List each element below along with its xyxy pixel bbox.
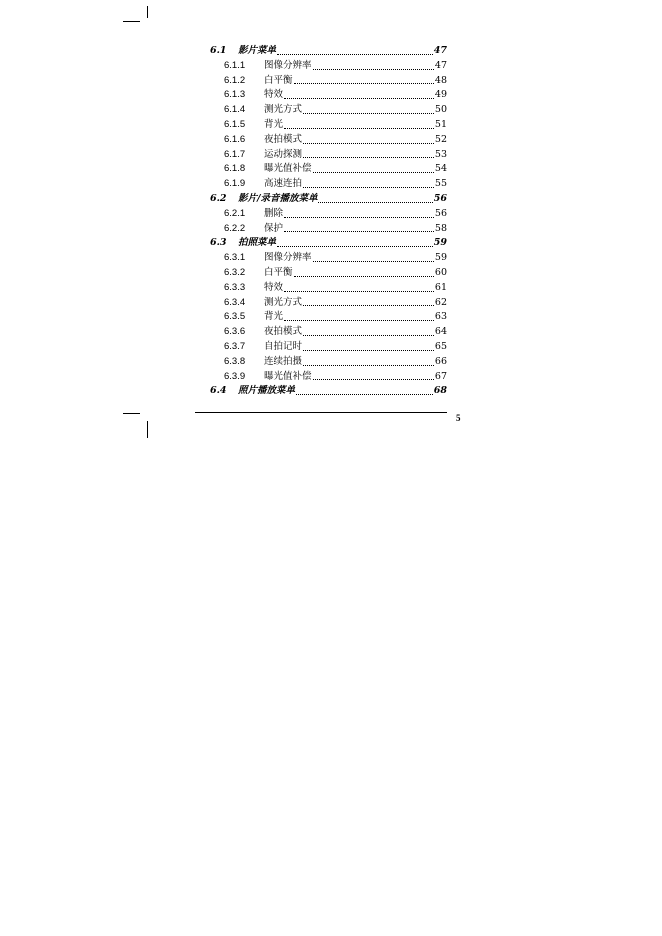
toc-dot-leader — [284, 128, 434, 129]
toc-subsection-entry[interactable] — [210, 59, 447, 74]
toc-entry-title: 夜拍模式 — [264, 133, 303, 145]
toc-subsection-entry[interactable] — [210, 251, 447, 266]
toc-entry-page: 64 — [434, 326, 447, 338]
toc-entry-number: 6.3.7 — [224, 340, 246, 352]
toc-entry-title: 照片播放菜单 — [238, 385, 296, 397]
toc-entry-title: 白平衡 — [264, 266, 293, 278]
toc-entry-page: 63 — [434, 311, 447, 323]
toc-entry-title: 特效 — [264, 89, 284, 101]
toc-dot-leader — [303, 305, 434, 306]
toc-dot-leader — [313, 261, 434, 262]
toc-entry-page: 59 — [433, 237, 447, 249]
toc-dot-leader — [313, 172, 434, 173]
table-of-contents — [210, 44, 447, 399]
toc-entry-number: 6.2.1 — [224, 207, 246, 219]
toc-entry-number: 6.2.2 — [224, 222, 246, 234]
toc-subsection-entry[interactable] — [210, 118, 447, 133]
toc-dot-leader — [303, 335, 434, 336]
toc-dot-leader — [318, 202, 432, 203]
toc-entry-title: 曝光值补偿 — [264, 370, 312, 382]
toc-subsection-entry[interactable] — [210, 162, 447, 177]
toc-dot-leader — [284, 291, 434, 292]
toc-entry-number: 6.3 — [210, 237, 227, 249]
toc-entry-title: 自拍记时 — [264, 340, 303, 352]
toc-entry-title: 图像分辨率 — [264, 59, 312, 71]
toc-subsection-entry[interactable] — [210, 222, 447, 237]
toc-entry-title: 背光 — [264, 311, 284, 323]
toc-subsection-entry[interactable] — [210, 370, 447, 385]
toc-entry-page: 66 — [434, 355, 447, 367]
toc-entry-page: 47 — [434, 59, 447, 71]
toc-dot-leader — [313, 69, 434, 70]
toc-subsection-entry[interactable] — [210, 310, 447, 325]
footer-rule — [195, 412, 447, 413]
toc-entry-title: 图像分辨率 — [264, 252, 312, 264]
toc-entry-number: 6.3.5 — [224, 311, 246, 323]
toc-entry-page: 55 — [434, 178, 447, 190]
toc-entry-page: 59 — [434, 252, 447, 264]
toc-subsection-entry[interactable] — [210, 88, 447, 103]
toc-entry-number: 6.1.9 — [224, 178, 246, 190]
toc-subsection-entry[interactable] — [210, 177, 447, 192]
toc-entry-number: 6.1.2 — [224, 74, 246, 86]
toc-section-entry[interactable] — [210, 236, 447, 251]
toc-subsection-entry[interactable] — [210, 148, 447, 163]
toc-dot-leader — [294, 83, 434, 84]
toc-entry-number: 6.1.4 — [224, 104, 246, 116]
crop-mark-bottom-vertical — [147, 421, 148, 438]
toc-entry-page: 47 — [433, 45, 447, 56]
toc-entry-page: 49 — [434, 89, 447, 101]
toc-subsection-entry[interactable] — [210, 103, 447, 118]
toc-entry-page: 54 — [434, 163, 447, 175]
toc-entry-number: 6.1.5 — [224, 118, 246, 130]
toc-entry-title: 测光方式 — [264, 104, 303, 116]
toc-entry-title: 运动探测 — [264, 148, 303, 160]
toc-entry-number: 6.1.7 — [224, 148, 246, 160]
toc-dot-leader — [303, 365, 434, 366]
toc-entry-title: 拍照菜单 — [238, 237, 277, 249]
toc-section-entry[interactable] — [210, 192, 447, 207]
toc-entry-title: 保护 — [264, 222, 284, 234]
toc-entry-page: 65 — [434, 340, 447, 352]
toc-entry-page: 48 — [434, 74, 447, 86]
toc-entry-number: 6.3.6 — [224, 326, 246, 338]
toc-entry-page: 56 — [434, 207, 447, 219]
toc-dot-leader — [294, 276, 434, 277]
toc-entry-page: 68 — [433, 385, 447, 397]
toc-entry-title: 曝光值补偿 — [264, 163, 312, 175]
toc-entry-number: 6.1 — [210, 45, 227, 56]
toc-entry-title: 夜拍模式 — [264, 326, 303, 338]
toc-entry-number: 6.3.4 — [224, 296, 246, 308]
toc-entry-number: 6.3.1 — [224, 252, 246, 264]
toc-entry-number: 6.1.8 — [224, 163, 246, 175]
toc-subsection-entry[interactable] — [210, 325, 447, 340]
toc-entry-page: 51 — [434, 118, 447, 130]
toc-subsection-entry[interactable] — [210, 133, 447, 148]
toc-entry-page: 50 — [434, 104, 447, 116]
toc-entry-title: 连续拍摄 — [264, 355, 303, 367]
toc-entry-title: 背光 — [264, 118, 284, 130]
crop-mark-top-vertical — [147, 6, 148, 18]
toc-entry-page: 60 — [434, 266, 447, 278]
toc-subsection-entry[interactable] — [210, 74, 447, 89]
toc-entry-number: 6.4 — [210, 385, 227, 397]
toc-dot-leader — [284, 231, 434, 232]
toc-dot-leader — [313, 379, 434, 380]
toc-dot-leader — [303, 143, 434, 144]
toc-entry-page: 58 — [434, 222, 447, 234]
toc-entry-page: 53 — [434, 148, 447, 160]
toc-entry-number: 6.1.6 — [224, 133, 246, 145]
toc-subsection-entry[interactable] — [210, 207, 447, 222]
toc-dot-leader — [284, 98, 434, 99]
crop-mark-top-horizontal — [123, 21, 140, 22]
toc-subsection-entry[interactable] — [210, 340, 447, 355]
toc-dot-leader — [296, 394, 433, 395]
toc-entry-title: 白平衡 — [264, 74, 293, 86]
toc-entry-number: 6.1.3 — [224, 89, 246, 101]
toc-dot-leader — [303, 157, 434, 158]
page-number: 5 — [456, 413, 461, 423]
toc-entry-title: 删除 — [264, 207, 284, 219]
toc-entry-page: 52 — [434, 133, 447, 145]
toc-subsection-entry[interactable] — [210, 355, 447, 370]
toc-entry-page: 61 — [434, 281, 447, 293]
toc-entry-page: 62 — [434, 296, 447, 308]
toc-entry-title: 影片菜单 — [238, 45, 277, 56]
toc-dot-leader — [303, 187, 434, 188]
toc-subsection-entry[interactable] — [210, 281, 447, 296]
toc-entry-title: 影片/录音播放菜单 — [238, 192, 318, 204]
toc-dot-leader — [303, 113, 434, 114]
toc-subsection-entry[interactable] — [210, 266, 447, 281]
toc-subsection-entry[interactable] — [210, 296, 447, 311]
toc-dot-leader — [303, 350, 434, 351]
toc-entry-title: 测光方式 — [264, 296, 303, 308]
toc-entry-title: 特效 — [264, 281, 284, 293]
toc-dot-leader — [284, 320, 434, 321]
toc-entry-title: 高速连拍 — [264, 178, 303, 190]
toc-entry-number: 6.1.1 — [224, 59, 246, 71]
toc-entry-number: 6.2 — [210, 192, 227, 204]
toc-dot-leader — [284, 217, 434, 218]
toc-dot-leader — [277, 54, 433, 55]
crop-mark-bottom-horizontal — [123, 413, 140, 414]
toc-dot-leader — [277, 246, 433, 247]
toc-entry-page: 67 — [434, 370, 447, 382]
toc-section-entry[interactable] — [210, 384, 447, 399]
toc-entry-number: 6.3.8 — [224, 355, 246, 367]
toc-entry-page: 56 — [433, 192, 447, 204]
toc-entry-number: 6.3.2 — [224, 266, 246, 278]
toc-section-entry[interactable] — [210, 44, 447, 59]
toc-entry-number: 6.3.9 — [224, 370, 246, 382]
toc-entry-number: 6.3.3 — [224, 281, 246, 293]
